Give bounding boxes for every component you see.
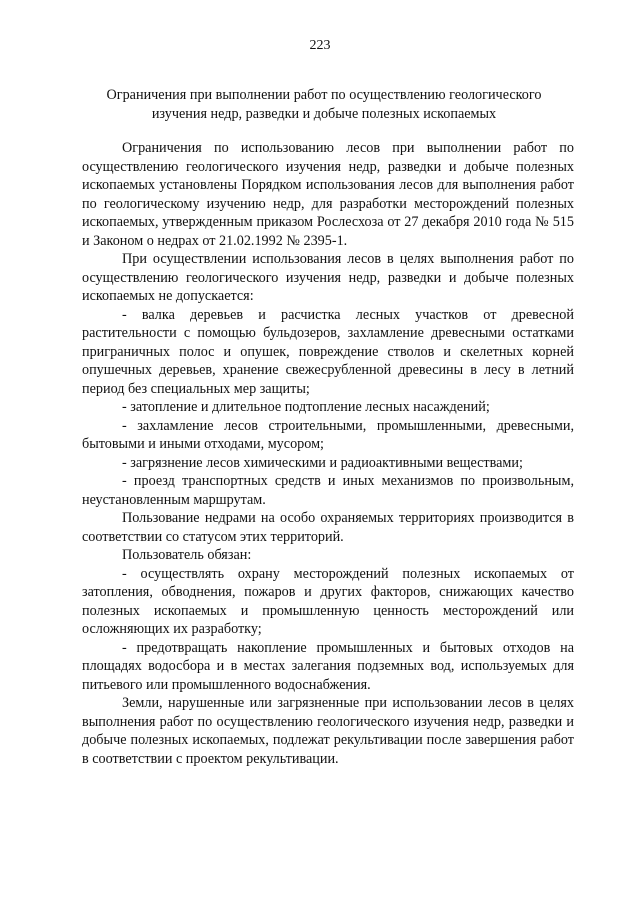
body-text <box>82 139 574 768</box>
list-item-contamination: - загрязнение лесов химическими и радиоактивными веществами; <box>122 454 523 471</box>
paragraph-user-obligations: Пользователь обязан: <box>122 547 252 563</box>
list-item-felling: - валка деревьев и расчистка лесных участков от древесной растительности с помощью бульдозеров, захламление древесными остатками приграничных полос и опушек, повреждение стволов и скелетных корней опушечных деревьев, хранение свежесрубленной древесины в лесу в летний период без специальных мер защиты; <box>82 306 574 397</box>
list-item-waste-prevention: - предотвращать накопление промышленных и бытовых отходов на площадях водосбора и в местах залегания подземных вод, используемых для питьевого или промышленного водоснабжения. <box>82 639 574 693</box>
list-item-deposit-protection: - осуществлять охрану месторождений полезных ископаемых от затопления, обводнения, пожаров и других факторов, снижающих качество полезных ископаемых и промышленную ценность месторождений или осложняющих их разработку; <box>82 565 574 637</box>
page-number: 223 <box>309 38 331 53</box>
paragraph-intro: Ограничения по использованию лесов при выполнении работ по осуществлению геологического изучения недр, разведки и добыче полезных ископаемых установлены Порядком использования лесов для выполнения работ по геологическому изучению недр, для разработки месторождений полезных ископаемых, утвержденным приказом Рослесхоза от 27 декабря 2010 года № 515 и Законом о недрах от 21.02.1992 № 2395-1. <box>82 140 574 249</box>
paragraph-recultivation: Земли, нарушенные или загрязненные при использовании лесов в целях выполнения работ по осуществлению геологического изучения недр, разведки и добыче полезных ископаемых, подлежат рекультивации после завершения работ в соответствии с проектом рекультивации. <box>82 695 574 767</box>
paragraph-protected-areas: Пользование недрами на особо охраняемых территориях производится в соответствии со статусом этих территорий. <box>82 510 574 545</box>
section-title: Ограничения при выполнении работ по осуществлению геологического изучения недр, разведки и добыче полезных ископаемых <box>106 87 542 122</box>
list-item-littering: - захламление лесов строительными, промышленными, древесными, бытовыми и иными отходами, мусором; <box>82 417 574 452</box>
list-item-vehicles: - проезд транспортных средств и иных механизмов по произвольным, неустановленным маршрутам. <box>82 473 574 508</box>
paragraph-prohibitions-intro: При осуществлении использования лесов в целях выполнения работ по осуществлению геологического изучения недр, разведки и добыче полезных ископаемых не допускается: <box>82 251 574 304</box>
list-item-flooding: - затопление и длительное подтопление лесных насаждений; <box>122 399 490 415</box>
